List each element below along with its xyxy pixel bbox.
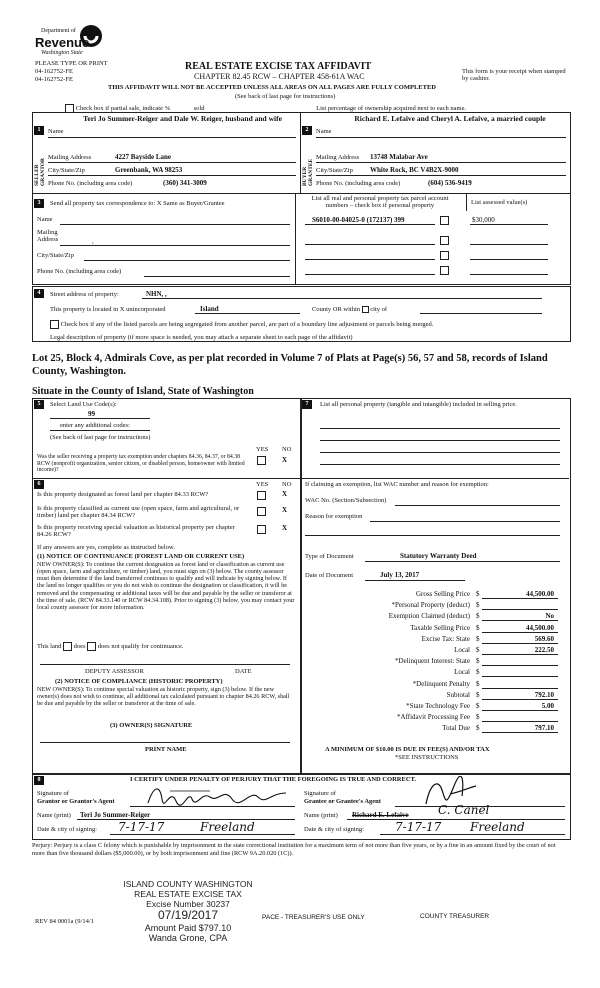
tax-row-label: Local [454,668,470,676]
does-not-label: does not qualify for continuance. [97,642,184,650]
current-use-question: Is this property classified as current use (open space, farm and agricultural, or timber) land per chapter 84.34 RCW? [37,505,240,520]
assessed-header: List assessed value(s) [471,199,528,206]
wac-no-line [395,505,560,506]
s3-city-line [84,260,290,261]
legal-description: Lot 25, Block 4, Admirals Cove, as per plat recorded in Volume 7 of Plats at Page(s) 56, 57 and 58, records of Island County, Washington. [32,353,548,378]
buyer-name-label: Name [316,128,332,135]
grantor-signature-image [140,781,290,809]
tax-row-value: 44,500.00 [526,590,554,598]
s3-city-label: City/State/Zip [37,252,74,259]
notice1-title: (1) NOTICE OF CONTINUANCE (FOREST LAND OR CURRENT USE) [37,553,245,560]
s3-comma-1: , [92,238,94,245]
seller-name-label: Name [48,128,64,135]
parcel-checkbox-2[interactable] [440,236,449,245]
form-code-2: 04-162752-FE [35,76,73,83]
does-checkbox[interactable] [63,642,72,651]
grantee-sig-label-1: Signature of [304,790,336,797]
city-of-checkbox[interactable] [362,306,369,313]
perjury-note: Perjury: Perjury is a class C felony which is punishable by imprisonment in the state correctional institution for a maximum term of not more than five years, or by a fine in an amount fixed by the court of not more than five thousand dollars ($5,000.00), or by both imprisonment and fine (RCW 9A.20.020 (1C)). [32,842,556,857]
section-1-number: 1 [34,126,44,135]
current-use-yes-checkbox[interactable] [257,507,266,516]
doc-date-value: July 13, 2017 [380,571,420,579]
legal-label: Legal description of property (if more space is needed, you may attach a separate sheet to each page of the affidavit) [50,334,353,341]
historic-question: Is this property receiving special valuation as historical property per chapter 84.26 RCW? [37,524,235,539]
located-value: Island [200,305,219,313]
receipt-note: This form is your receipt when stamped by cashier. [462,68,566,83]
grantor-name-line [77,819,295,820]
doc-date-label: Date of Document [305,572,354,579]
section-8-number: 8 [34,776,44,785]
s3-phone-label: Phone No. (including area code) [37,268,122,275]
correspondence-label: Send all property tax correspondence to: X Same as Buyer/Grantee [50,200,225,207]
tax-row-value: 44,500.00 [526,624,554,632]
tax-row-label: Local [454,646,470,654]
tax-row-dollar: $ [476,680,480,688]
tax-row-line [482,598,558,599]
s6-no-header: NO [282,481,292,488]
dept-line3: Washington State [41,50,83,56]
street-line [142,298,542,299]
grantor-sig-label-2: Grantor or Grantor's Agent [37,798,115,805]
tax-row-line [482,665,558,666]
section-6-number: 6 [34,480,44,489]
doc-date-line [365,580,465,581]
wac-label: If claiming an exemption, list WAC number and reason for exemption: [305,481,489,488]
s6-yes-header: YES [256,481,269,488]
deputy-assessor-label: DEPUTY ASSESSOR [85,668,144,675]
tax-row-label: *Personal Property (deduct) [391,601,470,609]
segregated-row [50,320,565,329]
notice1-text: NEW OWNER(S): To continue the current designation as forest land or classification as current use (open space, farm and agriculture, or timber) land, you must sign on (3) below. The county assessor must then determine if the land transferred continues to qualify and will indicate by signing below. If the land no longer qualifies or you do not wish to continue the designation or classification, it will be removed and the compensating or additional taxes will be due and payable by the seller or transferor at the time of sale. (RCW 84.33.140 or RCW 84.34.108). Prior to signing (3) below, you may contact your local county assessor for more information. [37,561,295,611]
assessed-header-box [466,193,467,211]
tax-row-label: *Affidavit Processing Fee [397,713,470,721]
grantee-name-handwritten: C. Canel [438,803,490,817]
notice2-title: (2) NOTICE OF COMPLIANCE (HISTORIC PROPERTY) [55,678,223,685]
grantor-date-line [110,834,295,835]
reason-line-2 [305,535,560,536]
tax-row-value: No [545,612,554,620]
grantee-name-print-label: Name (print) [304,812,338,819]
see-back-header: (See back of last page for instructions) [235,93,336,100]
forest-yes-checkbox[interactable] [257,491,266,500]
seller-city-line [48,175,296,176]
tax-row-label: Gross Selling Price [415,590,470,598]
county-within-label: County OR within [312,306,361,313]
grantor-sig-label-1: Signature of [37,790,69,797]
tax-row-dollar: $ [476,713,480,721]
section-4-number: 4 [34,289,44,298]
seller-city-label: City/State/Zip [48,167,85,174]
doc-type-line [365,561,560,562]
personal-line-4 [320,464,560,465]
section-6-rule [32,478,300,479]
county-treasurer-label: COUNTY TREASURER [420,913,490,920]
tax-row-dollar: $ [476,668,480,676]
exemption-answer[interactable]: X [282,456,288,464]
tax-row-line [482,721,558,722]
doc-type-label: Type of Document [305,553,354,560]
revenue-logo [35,24,105,60]
forest-question: Is this property designated as forest land per chapter 84.33 RCW? [37,491,209,498]
historic-answer[interactable]: X [282,524,288,532]
wac-no-label: WAC No. (Section/Subsection) [305,497,387,504]
buyer-phone-label: Phone No. (including area code) [316,180,401,187]
tax-row-dollar: $ [476,624,480,632]
section-3-divider [295,193,296,284]
tax-row-line [482,609,558,610]
grantor-date: 7-17-17 [118,820,165,834]
sold-label: sold [193,104,205,112]
tax-row-dollar: $ [476,601,480,609]
section-2-number: 2 [302,126,312,135]
land-use-see-back: (See back of last page for instructions) [50,434,151,441]
parcel-checkbox-4[interactable] [440,266,449,275]
reason-line-1 [370,521,560,522]
buyer-mailing-label: Mailing Address [316,154,360,161]
seller-side-label: SELLER GRANTOR [34,157,46,186]
personal-property-label: List all personal property (tangible and intangible) included in selling price. [320,401,517,408]
land-use-value: 99 [88,410,95,418]
seller-mailing-label: Mailing Address [48,154,92,161]
stamp-line5: Amount Paid $797.10 [144,923,232,934]
tax-row-dollar: $ [476,724,480,732]
buyer-side-label: BUYER GRANTEE [302,158,314,186]
assessed-value: $30,000 [472,216,495,224]
parcel-line-3 [305,259,435,260]
tax-row-line [482,620,558,621]
tax-row-value: 792.10 [534,691,554,699]
stamp-line1: ISLAND COUNTY WASHINGTON [123,879,253,889]
personal-line-3 [320,452,560,453]
doc-type-value: Statutory Warranty Deed [400,552,477,560]
does-not-checkbox[interactable] [87,642,96,651]
buyer-mailing-value: 13748 Malabar Ave [370,153,428,161]
type-or-print: PLEASE TYPE OR PRINT [35,60,108,67]
tax-row-dollar: $ [476,691,480,699]
segregated-checkbox[interactable] [50,320,59,329]
buyer-city-label: City/State/Zip [316,167,353,174]
rev-code: REV 84 0001a (9/14/1 [35,918,94,925]
seller-name-line [48,137,296,138]
grantee-date: 7-17-17 [395,820,442,834]
if-yes-note: If any answers are yes, complete as instructed below. [37,544,175,551]
grantee-date-line [380,834,565,835]
grantee-sig-label-2: Grantee or Grantee's Agent [304,798,381,805]
parcel-line-4 [305,274,435,275]
grantor-name-print-label: Name (print) [37,812,71,819]
forest-answer[interactable]: X [282,490,288,498]
stamp-line3: Excise Number 30237 [146,898,230,909]
buyer-city-value: White Rock, BC V4B2X-9000 [370,166,459,174]
section-5-number: 5 [34,400,44,409]
tax-row-dollar: $ [476,702,480,710]
tax-row-line [482,654,558,655]
segregated-label: Check box if any of the listed parcels are being segregated from another parcel, are part of a boundary line adjustment or parcels being merged. [60,320,434,328]
tax-row-dollar: $ [476,635,480,643]
seller-phone-value: (360) 341-3009 [163,179,207,187]
tax-row-line [482,643,558,644]
dept-line1: Department of [41,28,76,34]
tax-row-label: Excise Tax: State [421,635,470,643]
situate-line: Situate in the County of Island, State of Washington [32,386,254,397]
tax-row-line [482,676,558,677]
tax-row-label: *Delinquent Penalty [412,680,470,688]
tax-row-dollar: $ [476,646,480,654]
buyer-phone-value: (604) 536-9419 [428,179,472,187]
owner-signature-label: (3) OWNER(S) SIGNATURE [110,722,193,729]
parcel-line-1 [305,224,435,225]
seller-phone-label: Phone No. (including area code) [48,180,133,187]
s3-name-label: Name [37,216,53,223]
s3-phone-line [144,276,290,277]
section-7-rule [300,478,569,479]
buyer-mailing-line [316,162,566,163]
form-code-1: 04-162752-FE [35,68,73,75]
warning: THIS AFFIDAVIT WILL NOT BE ACCEPTED UNLESS ALL AREAS ON ALL PAGES ARE FULLY COMPLETED [108,84,436,91]
stamp-line6: Wanda Grone, CPA [148,933,228,944]
tax-row-value: 797.10 [534,724,554,732]
street-value: NHN, , [146,290,167,298]
tax-row-label: *State Technology Fee [406,702,470,710]
grantee-city: Freeland [470,820,525,834]
grantee-date-label: Date & city of signing: [304,826,364,833]
tax-row-value: 569.60 [534,635,554,643]
personal-line-1 [320,428,560,429]
tax-row-label: *Delinquent Interest: State [394,657,470,665]
grantor-name-print: Teri Jo Summer-Reiger [80,811,151,819]
form-title: REAL ESTATE EXCISE TAX AFFIDAVIT [185,61,372,72]
section-3-number: 3 [34,199,44,208]
tax-row-value: 5.00 [541,702,554,710]
city-of-label: city of [370,306,388,313]
seller-mailing-value: 4227 Bayside Lane [115,153,172,161]
current-use-answer[interactable]: X [282,506,288,514]
section-divider-1-2 [300,112,301,193]
tax-row-line [482,699,558,700]
buyer-city-line [316,175,566,176]
buyer-name-line [316,137,566,138]
personal-line-2 [320,440,560,441]
ownership-label: List percentage of ownership acquired next to each name. [316,104,467,112]
additional-codes-line [50,430,150,431]
seller-mailing-line [48,162,296,163]
buyer-name-value: Richard E. Lefaive and Cheryl A. Lefaive, a married couple [354,114,546,123]
tax-row-value: 222.50 [534,646,554,654]
county-within [312,306,387,313]
parcel-line-2 [305,244,435,245]
partial-sale-label: Check box if partial sale, indicate % [75,104,171,112]
seller-name-value: Teri Jo Summer-Reiger and Dale W. Reiger, husband and wife [83,114,282,123]
historic-yes-checkbox[interactable] [257,525,266,534]
stamp-line2: REAL ESTATE EXCISE TAX [134,888,242,899]
form-subtitle: CHAPTER 82.45 RCW – CHAPTER 458-61A WAC [194,72,365,81]
assessed-line-4 [470,274,548,275]
does-label: does [73,642,86,650]
seller-city-value: Greenbank, WA 98253 [115,166,183,174]
tax-row-line [482,710,558,711]
grantee-name-print: Richard E. Lefaive [352,811,409,819]
tax-row-line [482,732,558,733]
land-use-line [50,418,150,419]
city-of-line [420,313,542,314]
tax-row-dollar: $ [476,590,480,598]
stamp-line4: 07/19/2017 [157,908,219,923]
tax-row-label: Exemption Claimed (deduct) [388,612,470,620]
assessed-line-2 [470,244,548,245]
located-line [195,313,300,314]
tax-row-line [482,688,558,689]
pace-label: PACE - TREASURER'S USE ONLY [262,914,365,921]
deputy-line [40,664,290,665]
s5-yes-header: YES [256,446,269,453]
dept-line2: Revenue [35,35,90,50]
tax-row-line [482,632,558,633]
see-instructions: *SEE INSTRUCTIONS [395,754,459,761]
land-use-label: Select Land Use Code(s): [50,401,117,408]
parcel-header: List all real and personal property tax parcel account numbers – check box if personal property [311,195,449,210]
reason-label: Reason for exemption [305,513,363,520]
assessed-line-1 [470,224,548,225]
parcel-checkbox-1[interactable] [440,216,449,225]
assessed-line-3 [470,259,548,260]
exemption-yes-checkbox[interactable] [257,456,266,465]
owner-signature-line [40,742,290,743]
grantor-date-label: Date & city of signing: [37,826,97,833]
tax-row-label: Subtotal [446,691,470,699]
parcel-value: S6010-00-04025-0 (172137) 399 [312,216,405,224]
deputy-date-label: DATE [235,668,252,675]
grantee-name-line [347,819,565,820]
located-label: This property is located in X unincorporated [50,306,166,313]
minimum-note: A MINIMUM OF $10.00 IS DUE IN FEE(S) AND/OR TAX [325,746,490,753]
s3-name-line [60,224,290,225]
this-land-label: This land [37,642,62,650]
section-7-number: 7 [302,400,312,409]
additional-codes-label: enter any additional codes: [60,422,130,429]
grantor-city: Freeland [200,820,255,834]
exemption-question: Was the seller receiving a property tax exemption under chapters 84.36, 84.37, or 84.38 RCW (nonprofit organization, senior citizen, or disabled person, homeowner with limited income)? [37,454,245,474]
s5-no-header: NO [282,446,292,453]
print-name-label: PRINT NAME [145,746,187,753]
tax-row-dollar: $ [476,657,480,665]
s3-mailing-label: Mailing Address [37,229,59,244]
street-label: Street address of property: [50,291,119,298]
tax-row-dollar: $ [476,612,480,620]
s3-mailing-line [60,245,290,246]
this-land-row [37,642,184,651]
notice2-text: NEW OWNER(S): To continue special valuation as historic property, sign (3) below. If the new owner(s) does not wish to continue, all additional tax calculated pursuant to chapter 84.26 RCW, shall be due and payable by the seller or transferor at the time of sale. [37,686,290,708]
certify-text: I CERTIFY UNDER PENALTY OF PERJURY THAT THE FOREGOING IS TRUE AND CORRECT. [130,776,417,783]
treasurer-stamp [108,880,268,944]
tax-row-label: Taxable Selling Price [410,624,470,632]
parcel-checkbox-3[interactable] [440,251,449,260]
grantor-sig-line [130,806,295,807]
tax-row-label: Total Due [442,724,470,732]
